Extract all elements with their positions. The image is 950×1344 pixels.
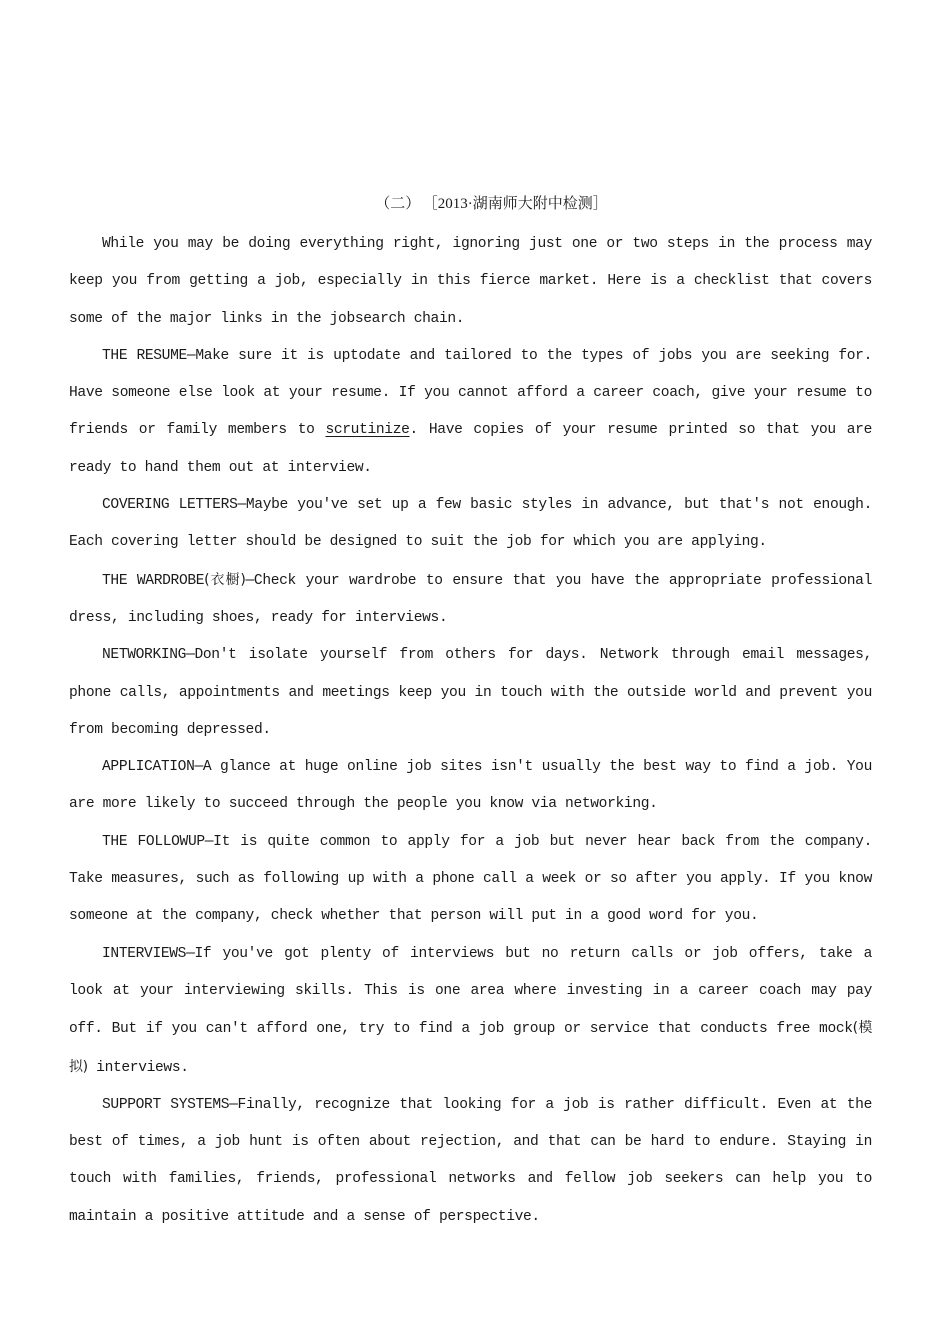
passage-title [69,192,872,215]
paragraph-intro: While you may be doing everything right, ignoring just one or two steps in the process may keep you from getting a job, especially in this fierce market. Here is a checklist that covers some of the major links in the jobsearch chain. [69,236,872,327]
paragraph-networking: NETWORKING—Don't isolate yourself from others for days. Network through email messages, phone calls, appointments and meetings keep you in touch with the outside world and prevent you from becoming depressed. [69,647,872,738]
paragraph-followup: THE FOLLOWUP—It is quite common to apply for a job but never hear back from the company. Take measures, such as following up with a phone call a week or so after you apply. If you know someone at the company, check whether that person will put in a good word for you. [69,833,872,925]
paragraph-application: APPLICATION—A glance at huge online job sites isn't usually the best way to find a job. You are more likely to succeed through the people you know via networking. [69,759,872,813]
interviews-gloss: (模拟) [69,1020,872,1075]
wardrobe-text-a: THE WARDROBE [102,572,205,589]
resume-text-b: . Have copies of your resume printed so that you are ready to hand them out at interview. [69,422,872,476]
interviews-text-b: interviews. [87,1059,189,1076]
wardrobe-text-b: —Check your wardrobe to ensure that you have the appropriate professional dress, including shoes, ready for interviews. [69,572,872,626]
interviews-text-a: INTERVIEWS—If you've got plenty of interviews but no return calls or job offers, take a look at your interviewing skills. This is one area where investing in a career coach may pay off. But if you can't afford one, try to find a job group or service that conducts free mock [69,945,872,1038]
wardrobe-gloss: (衣橱) [204,571,246,588]
paragraph-wardrobe [69,562,872,638]
paragraph-covering-letters: COVERING LETTERS—Maybe you've set up a few basic styles in advance, but that's not enough. Each covering letter should be designed to suit the job for which you are applying. [69,497,872,551]
paragraph-support-systems: SUPPORT SYSTEMS—Finally, recognize that looking for a job is rather difficult. Even at the best of times, a job hunt is often about rejection, and that can be hard to endure. Staying in touch with families, friends, professional networks and fellow job seekers can help you to maintain a positive attitude and a sense of perspective. [69,1096,872,1225]
source-label: ［2013·湖南师大附中检测］ [430,196,608,212]
document-page [69,192,872,1236]
underlined-word: scrutinize [325,422,410,439]
paragraph-interviews [69,936,872,1087]
paragraph-resume [69,338,872,487]
section-number: （二） [375,194,421,212]
resume-text-a: THE RESUME—Make sure it is uptodate and tailored to the types of jobs you are seeking for. Have someone else look at your resume. If you cannot afford a career coach, give your resume to friends or family members to [69,347,872,439]
